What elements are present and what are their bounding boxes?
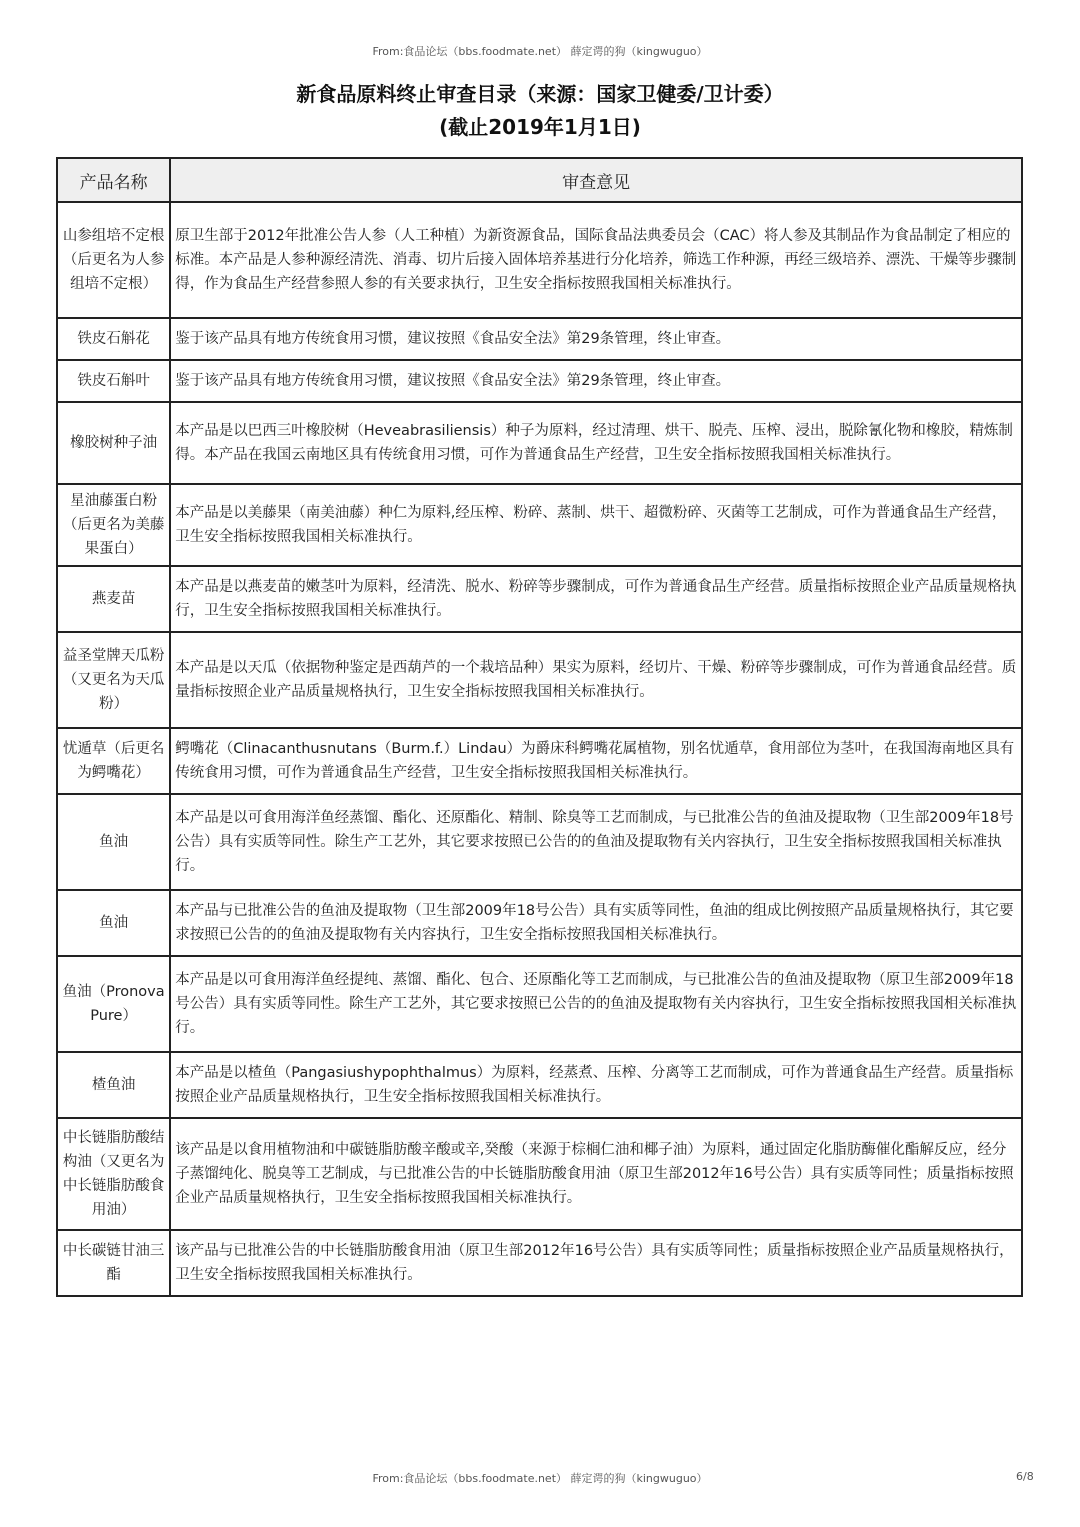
product-name: 鱼油: [57, 890, 170, 956]
review-opinion: 该产品与已批准公告的中长链脂肪酸食用油（原卫生部2012年16号公告）具有实质等同性；质量指标按照企业产品质量规格执行，卫生安全指标按照我国相关标准执行。: [170, 1230, 1022, 1296]
product-name: 燕麦苗: [57, 566, 170, 632]
product-name: 星油藤蛋白粉（后更名为美藤果蛋白）: [57, 484, 170, 566]
table-row: [57, 202, 1022, 318]
table-row: [57, 402, 1022, 484]
table-row: [57, 566, 1022, 632]
review-opinion: 本产品是以美藤果（南美油藤）种仁为原料,经压榨、粉碎、蒸制、烘干、超微粉碎、灭菌等工艺制成，可作为普通食品生产经营，卫生安全指标按照我国相关标准执行。: [170, 484, 1022, 566]
product-name: 鱼油: [57, 794, 170, 890]
table-row: [57, 318, 1022, 360]
table-row: [57, 728, 1022, 794]
review-table: [56, 157, 1023, 1297]
review-opinion: 本产品是以巴西三叶橡胶树（Heveabrasiliensis）种子为原料，经过清理、烘干、脱壳、压榨、浸出，脱除氰化物和橡胶，精炼制得。本产品在我国云南地区具有传统食用习惯，可作为普通食品生产经营，卫生安全指标按照我国相关标准执行。: [170, 402, 1022, 484]
review-opinion: 本产品是以燕麦苗的嫩茎叶为原料，经清洗、脱水、粉碎等步骤制成，可作为普通食品生产经营。质量指标按照企业产品质量规格执行，卫生安全指标按照我国相关标准执行。: [170, 566, 1022, 632]
review-opinion: 鉴于该产品具有地方传统食用习惯，建议按照《食品安全法》第29条管理，终止审查。: [170, 360, 1022, 402]
table-row: [57, 1052, 1022, 1118]
table-header-row: [57, 158, 1022, 202]
table-row: [57, 360, 1022, 402]
product-name: 楂鱼油: [57, 1052, 170, 1118]
table-row: [57, 1230, 1022, 1296]
product-name: 铁皮石斛叶: [57, 360, 170, 402]
product-name: 益圣堂牌天瓜粉（又更名为天瓜粉）: [57, 632, 170, 728]
page-number: 6/8: [1016, 1470, 1034, 1483]
review-opinion: 原卫生部于2012年批准公告人参（人工种植）为新资源食品，国际食品法典委员会（CAC）将人参及其制品作为食品制定了相应的标准。本产品是人参种源经清洗、消毒、切片后接入固体培养基进行分化培养，筛选工作种源，再经三级培养、漂洗、干燥等步骤制得，作为食品生产经营参照人参的有关要求执行，卫生安全指标按照我国相关标准执行。: [170, 202, 1022, 318]
product-name: 鱼油（PronovaPure）: [57, 956, 170, 1052]
table-row: [57, 632, 1022, 728]
review-opinion: 本产品是以楂鱼（Pangasiushypophthalmus）为原料，经蒸煮、压榨、分离等工艺而制成，可作为普通食品生产经营。质量指标按照企业产品质量规格执行，卫生安全指标按照我国相关标准执行。: [170, 1052, 1022, 1118]
review-opinion: 本产品是以可食用海洋鱼经提纯、蒸馏、酯化、包合、还原酯化等工艺而制成，与已批准公告的鱼油及提取物（原卫生部2009年18号公告）具有实质等同性。除生产工艺外，其它要求按照已公告的的鱼油及提取物有关内容执行，卫生安全指标按照我国相关标准执行。: [170, 956, 1022, 1052]
table-row: [57, 890, 1022, 956]
footer-source: From:食品论坛（bbs.foodmate.net） 薛定谔的狗（kingwuguo）: [372, 1472, 708, 1485]
product-name: 中长碳链甘油三酯: [57, 1230, 170, 1296]
review-opinion: 鉴于该产品具有地方传统食用习惯，建议按照《食品安全法》第29条管理，终止审查。: [170, 318, 1022, 360]
table-row: [57, 956, 1022, 1052]
review-opinion: 该产品是以食用植物油和中碳链脂肪酸辛酸或辛,癸酸（来源于棕榈仁油和椰子油）为原料，通过固定化脂肪酶催化酯解反应，经分子蒸馏纯化、脱臭等工艺制成，与已批准公告的中长链脂肪酸食用油（原卫生部2012年16号公告）具有实质等同性；质量指标按照企业产品质量规格执行，卫生安全指标按照我国相关标准执行。: [170, 1118, 1022, 1230]
review-opinion: 本产品是以可食用海洋鱼经蒸馏、酯化、还原酯化、精制、除臭等工艺而制成，与已批准公告的鱼油及提取物（卫生部2009年18号公告）具有实质等同性。除生产工艺外，其它要求按照已公告的的鱼油及提取物有关内容执行，卫生安全指标按照我国相关标准执行。: [170, 794, 1022, 890]
product-name: 橡胶树种子油: [57, 402, 170, 484]
header-review-opinion: 审查意见: [170, 158, 1022, 202]
table-row: [57, 794, 1022, 890]
table-row: [57, 1118, 1022, 1230]
page-title: 新食品原料终止审查目录（来源：国家卫健委/卫计委）: [296, 82, 784, 106]
review-opinion: 本产品与已批准公告的鱼油及提取物（卫生部2009年18号公告）具有实质等同性，鱼油的组成比例按照产品质量规格执行，其它要求按照已公告的的鱼油及提取物有关内容执行，卫生安全指标按照我国相关标准执行。: [170, 890, 1022, 956]
product-name: 山参组培不定根（后更名为人参组培不定根）: [57, 202, 170, 318]
page-subtitle: (截止2019年1月1日): [439, 115, 641, 139]
product-name: 忧遁草（后更名为鳄嘴花）: [57, 728, 170, 794]
review-opinion: 鳄嘴花（Clinacanthusnutans（Burm.f.）Lindau）为爵床科鳄嘴花属植物，别名忧遁草，食用部位为茎叶，在我国海南地区具有传统食用习惯，可作为普通食品生产经营，卫生安全指标按照我国相关标准执行。: [170, 728, 1022, 794]
header-product-name: 产品名称: [57, 158, 170, 202]
product-name: 中长链脂肪酸结构油（又更名为中长链脂肪酸食用油）: [57, 1118, 170, 1230]
table-row: [57, 484, 1022, 566]
product-name: 铁皮石斛花: [57, 318, 170, 360]
review-opinion: 本产品是以天瓜（依据物种鉴定是西葫芦的一个栽培品种）果实为原料，经切片、干燥、粉碎等步骤制成，可作为普通食品经营。质量指标按照企业产品质量规格执行，卫生安全指标按照我国相关标准执行。: [170, 632, 1022, 728]
header-source: From:食品论坛（bbs.foodmate.net） 薛定谔的狗（kingwuguo）: [372, 45, 708, 58]
